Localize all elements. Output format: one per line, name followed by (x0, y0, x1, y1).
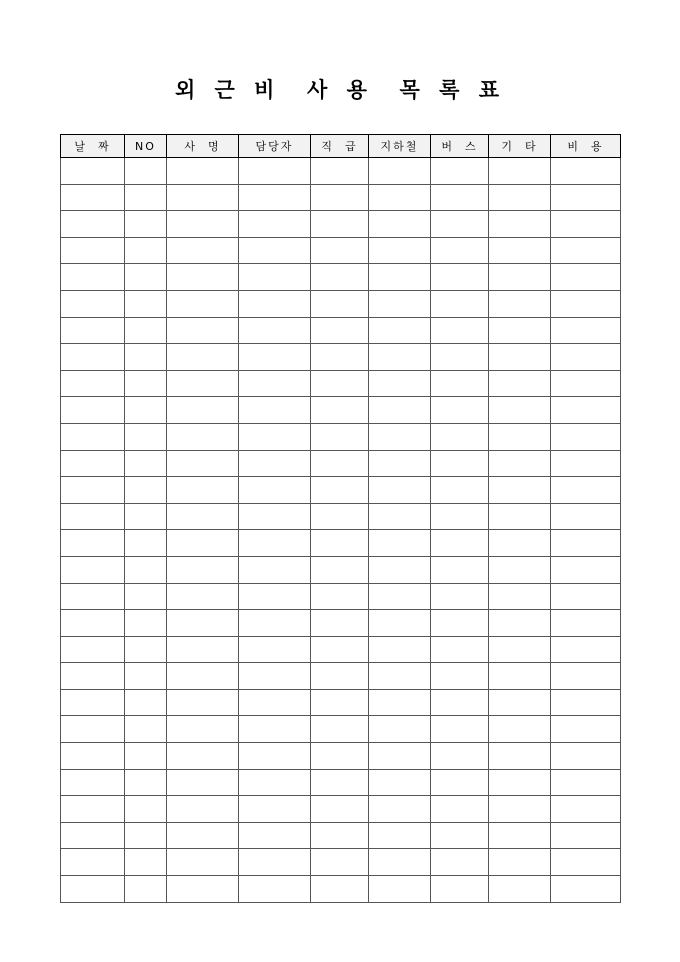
table-cell[interactable] (61, 503, 125, 530)
table-cell[interactable] (61, 743, 125, 770)
table-cell[interactable] (431, 211, 489, 238)
table-row (61, 743, 621, 770)
table-cell[interactable] (369, 158, 431, 185)
table-row (61, 796, 621, 823)
table-cell[interactable] (551, 663, 621, 690)
table-cell[interactable] (125, 796, 167, 823)
expense-table (60, 134, 621, 903)
table-cell[interactable] (311, 450, 369, 477)
table-cell[interactable] (167, 423, 239, 450)
table-cell[interactable] (167, 450, 239, 477)
table-cell[interactable] (311, 822, 369, 849)
table-cell[interactable] (311, 397, 369, 424)
table-cell[interactable] (551, 530, 621, 557)
table-cell[interactable] (489, 769, 551, 796)
table-cell[interactable] (369, 743, 431, 770)
column-header-bus: 버 스 (431, 135, 489, 158)
table-cell[interactable] (61, 689, 125, 716)
table-row (61, 184, 621, 211)
table-cell[interactable] (369, 556, 431, 583)
table-cell[interactable] (311, 689, 369, 716)
table-cell[interactable] (369, 716, 431, 743)
table-cell[interactable] (311, 583, 369, 610)
table-row (61, 610, 621, 637)
table-cell[interactable] (369, 583, 431, 610)
table-cell[interactable] (311, 716, 369, 743)
table-cell[interactable] (551, 636, 621, 663)
table-cell[interactable] (125, 849, 167, 876)
table-row (61, 663, 621, 690)
table-cell[interactable] (311, 769, 369, 796)
table-cell[interactable] (125, 583, 167, 610)
column-header-subway: 지하철 (369, 135, 431, 158)
table-cell[interactable] (489, 849, 551, 876)
table-cell[interactable] (369, 503, 431, 530)
table-cell[interactable] (551, 290, 621, 317)
table-cell[interactable] (239, 689, 311, 716)
table-cell[interactable] (239, 530, 311, 557)
table-cell[interactable] (551, 317, 621, 344)
table-cell[interactable] (61, 477, 125, 504)
column-header-date: 날 짜 (61, 135, 125, 158)
column-header-no: NO (125, 135, 167, 158)
table-cell[interactable] (431, 450, 489, 477)
table-cell[interactable] (551, 477, 621, 504)
table-cell[interactable] (489, 184, 551, 211)
table-cell[interactable] (61, 822, 125, 849)
table-cell[interactable] (239, 211, 311, 238)
table-cell[interactable] (551, 556, 621, 583)
table-cell[interactable] (125, 503, 167, 530)
table-cell[interactable] (551, 876, 621, 903)
table-cell[interactable] (167, 290, 239, 317)
table-cell[interactable] (431, 158, 489, 185)
table-cell[interactable] (167, 530, 239, 557)
table-cell[interactable] (239, 397, 311, 424)
table-cell[interactable] (125, 211, 167, 238)
table-cell[interactable] (61, 211, 125, 238)
table-cell[interactable] (167, 370, 239, 397)
table-cell[interactable] (369, 423, 431, 450)
table-cell[interactable] (431, 503, 489, 530)
table-cell[interactable] (125, 530, 167, 557)
table-cell[interactable] (167, 556, 239, 583)
table-cell[interactable] (369, 769, 431, 796)
table-cell[interactable] (239, 556, 311, 583)
table-cell[interactable] (431, 317, 489, 344)
table-cell[interactable] (61, 370, 125, 397)
table-cell[interactable] (489, 370, 551, 397)
table-cell[interactable] (551, 716, 621, 743)
table-cell[interactable] (239, 716, 311, 743)
table-cell[interactable] (431, 876, 489, 903)
table-cell[interactable] (431, 769, 489, 796)
table-cell[interactable] (125, 716, 167, 743)
table-cell[interactable] (311, 237, 369, 264)
table-cell[interactable] (167, 689, 239, 716)
table-cell[interactable] (431, 636, 489, 663)
table-cell[interactable] (125, 290, 167, 317)
table-cell[interactable] (167, 211, 239, 238)
table-header-row (61, 135, 621, 158)
table-cell[interactable] (239, 876, 311, 903)
table-cell[interactable] (167, 503, 239, 530)
table-cell[interactable] (311, 158, 369, 185)
table-cell[interactable] (167, 397, 239, 424)
table-row (61, 450, 621, 477)
table-cell[interactable] (125, 184, 167, 211)
table-cell[interactable] (431, 530, 489, 557)
table-cell[interactable] (239, 822, 311, 849)
table-row (61, 264, 621, 291)
table-cell[interactable] (125, 264, 167, 291)
table-cell[interactable] (551, 237, 621, 264)
table-cell[interactable] (239, 477, 311, 504)
table-cell[interactable] (489, 663, 551, 690)
table-cell[interactable] (311, 556, 369, 583)
table-cell[interactable] (61, 317, 125, 344)
table-cell[interactable] (239, 184, 311, 211)
table-body (61, 158, 621, 903)
table-cell[interactable] (551, 583, 621, 610)
table-cell[interactable] (311, 370, 369, 397)
table-cell[interactable] (167, 743, 239, 770)
table-cell[interactable] (61, 769, 125, 796)
table-row (61, 849, 621, 876)
table-cell[interactable] (167, 317, 239, 344)
table-row (61, 423, 621, 450)
table-cell[interactable] (431, 716, 489, 743)
table-cell[interactable] (125, 689, 167, 716)
table-cell[interactable] (431, 556, 489, 583)
table-row (61, 822, 621, 849)
table-cell[interactable] (551, 211, 621, 238)
table-cell[interactable] (311, 184, 369, 211)
table-cell[interactable] (61, 290, 125, 317)
table-cell[interactable] (431, 610, 489, 637)
table-cell[interactable] (167, 822, 239, 849)
table-cell[interactable] (61, 663, 125, 690)
table-cell[interactable] (125, 370, 167, 397)
table-cell[interactable] (125, 397, 167, 424)
table-cell[interactable] (61, 610, 125, 637)
table-row (61, 317, 621, 344)
table-cell[interactable] (61, 264, 125, 291)
column-header-cost: 비 용 (551, 135, 621, 158)
table-cell[interactable] (61, 849, 125, 876)
table-cell[interactable] (61, 530, 125, 557)
table-cell[interactable] (551, 450, 621, 477)
table-cell[interactable] (239, 769, 311, 796)
column-header-manager: 담당자 (239, 135, 311, 158)
table-cell[interactable] (125, 610, 167, 637)
table-cell[interactable] (311, 423, 369, 450)
table-cell[interactable] (551, 264, 621, 291)
table-row (61, 370, 621, 397)
table-cell[interactable] (311, 344, 369, 371)
table-row (61, 716, 621, 743)
table-cell[interactable] (61, 556, 125, 583)
table-cell[interactable] (369, 397, 431, 424)
table-cell[interactable] (125, 237, 167, 264)
table-cell[interactable] (125, 743, 167, 770)
table-cell[interactable] (551, 610, 621, 637)
table-cell[interactable] (239, 583, 311, 610)
table-cell[interactable] (431, 370, 489, 397)
table-cell[interactable] (551, 849, 621, 876)
table-cell[interactable] (125, 158, 167, 185)
table-cell[interactable] (167, 876, 239, 903)
table-row (61, 397, 621, 424)
table-cell[interactable] (369, 290, 431, 317)
table-cell[interactable] (369, 796, 431, 823)
table-cell[interactable] (369, 184, 431, 211)
table-cell[interactable] (489, 530, 551, 557)
table-cell[interactable] (167, 636, 239, 663)
table-cell[interactable] (431, 397, 489, 424)
column-header-company: 사 명 (167, 135, 239, 158)
table-cell[interactable] (167, 849, 239, 876)
table-cell[interactable] (167, 344, 239, 371)
table-cell[interactable] (431, 689, 489, 716)
table-cell[interactable] (369, 636, 431, 663)
table-cell[interactable] (431, 796, 489, 823)
table-cell[interactable] (369, 822, 431, 849)
table-cell[interactable] (239, 663, 311, 690)
table-cell[interactable] (431, 663, 489, 690)
table-cell[interactable] (61, 716, 125, 743)
table-cell[interactable] (239, 370, 311, 397)
table-cell[interactable] (489, 397, 551, 424)
table-cell[interactable] (125, 556, 167, 583)
table-row (61, 344, 621, 371)
table-cell[interactable] (551, 158, 621, 185)
table-cell[interactable] (239, 158, 311, 185)
table-cell[interactable] (369, 530, 431, 557)
table-cell[interactable] (61, 237, 125, 264)
table-cell[interactable] (239, 290, 311, 317)
table-cell[interactable] (125, 317, 167, 344)
table-cell[interactable] (311, 211, 369, 238)
table-cell[interactable] (311, 317, 369, 344)
table-cell[interactable] (431, 184, 489, 211)
table-cell[interactable] (551, 689, 621, 716)
table-cell[interactable] (167, 716, 239, 743)
table-cell[interactable] (239, 610, 311, 637)
table-cell[interactable] (369, 477, 431, 504)
table-cell[interactable] (167, 184, 239, 211)
table-cell[interactable] (489, 822, 551, 849)
table-cell[interactable] (369, 264, 431, 291)
table-cell[interactable] (431, 264, 489, 291)
table-cell[interactable] (431, 237, 489, 264)
table-cell[interactable] (239, 743, 311, 770)
table-cell[interactable] (431, 477, 489, 504)
table-cell[interactable] (311, 636, 369, 663)
table-cell[interactable] (239, 423, 311, 450)
table-cell[interactable] (369, 317, 431, 344)
table-row (61, 556, 621, 583)
table-cell[interactable] (167, 769, 239, 796)
table-cell[interactable] (489, 264, 551, 291)
table-cell[interactable] (551, 397, 621, 424)
table-cell[interactable] (551, 796, 621, 823)
table-cell[interactable] (489, 610, 551, 637)
table-cell[interactable] (369, 663, 431, 690)
expense-table-container (60, 134, 620, 903)
table-cell[interactable] (125, 663, 167, 690)
table-cell[interactable] (311, 477, 369, 504)
table-cell[interactable] (61, 344, 125, 371)
table-cell[interactable] (489, 237, 551, 264)
table-cell[interactable] (489, 158, 551, 185)
table-cell[interactable] (311, 610, 369, 637)
table-cell[interactable] (551, 344, 621, 371)
table-cell[interactable] (431, 423, 489, 450)
table-cell[interactable] (431, 344, 489, 371)
table-cell[interactable] (489, 556, 551, 583)
table-row (61, 530, 621, 557)
table-cell[interactable] (125, 822, 167, 849)
table-cell[interactable] (369, 876, 431, 903)
table-cell[interactable] (311, 743, 369, 770)
table-header (61, 135, 621, 158)
table-cell[interactable] (369, 849, 431, 876)
table-cell[interactable] (239, 317, 311, 344)
table-cell[interactable] (61, 636, 125, 663)
table-cell[interactable] (489, 211, 551, 238)
table-cell[interactable] (239, 344, 311, 371)
table-cell[interactable] (489, 290, 551, 317)
table-cell[interactable] (239, 264, 311, 291)
table-cell[interactable] (369, 370, 431, 397)
table-row (61, 689, 621, 716)
page-title: 외 근 비 사 용 목 록 표 (174, 78, 506, 102)
table-cell[interactable] (125, 344, 167, 371)
table-cell[interactable] (61, 423, 125, 450)
table-cell[interactable] (369, 344, 431, 371)
table-cell[interactable] (489, 716, 551, 743)
table-cell[interactable] (61, 796, 125, 823)
table-cell[interactable] (311, 530, 369, 557)
table-row (61, 290, 621, 317)
table-row (61, 876, 621, 903)
table-row (61, 636, 621, 663)
table-row (61, 211, 621, 238)
table-cell[interactable] (551, 769, 621, 796)
table-cell[interactable] (489, 689, 551, 716)
table-cell[interactable] (125, 423, 167, 450)
table-cell[interactable] (431, 822, 489, 849)
table-cell[interactable] (489, 796, 551, 823)
table-cell[interactable] (431, 290, 489, 317)
table-cell[interactable] (167, 158, 239, 185)
table-cell[interactable] (551, 370, 621, 397)
table-cell[interactable] (311, 876, 369, 903)
table-cell[interactable] (369, 689, 431, 716)
table-cell[interactable] (125, 450, 167, 477)
table-cell[interactable] (489, 503, 551, 530)
table-cell[interactable] (311, 796, 369, 823)
table-cell[interactable] (167, 663, 239, 690)
table-cell[interactable] (239, 796, 311, 823)
table-cell[interactable] (551, 184, 621, 211)
table-row (61, 158, 621, 185)
table-cell[interactable] (489, 876, 551, 903)
table-row (61, 237, 621, 264)
table-cell[interactable] (489, 636, 551, 663)
column-header-etc: 기 타 (489, 135, 551, 158)
table-cell[interactable] (489, 317, 551, 344)
table-cell[interactable] (239, 237, 311, 264)
table-cell[interactable] (489, 423, 551, 450)
table-cell[interactable] (125, 876, 167, 903)
table-cell[interactable] (311, 290, 369, 317)
table-cell[interactable] (431, 849, 489, 876)
table-cell[interactable] (167, 264, 239, 291)
table-cell[interactable] (167, 237, 239, 264)
table-cell[interactable] (311, 663, 369, 690)
table-cell[interactable] (311, 264, 369, 291)
column-header-rank: 직 급 (311, 135, 369, 158)
table-cell[interactable] (61, 583, 125, 610)
table-cell[interactable] (167, 477, 239, 504)
table-cell[interactable] (369, 237, 431, 264)
table-cell[interactable] (311, 503, 369, 530)
table-cell[interactable] (369, 450, 431, 477)
table-cell[interactable] (125, 769, 167, 796)
table-cell[interactable] (551, 743, 621, 770)
table-cell[interactable] (239, 503, 311, 530)
table-cell[interactable] (125, 477, 167, 504)
table-cell[interactable] (489, 583, 551, 610)
table-cell[interactable] (239, 450, 311, 477)
table-cell[interactable] (311, 849, 369, 876)
table-row (61, 583, 621, 610)
table-cell[interactable] (61, 450, 125, 477)
table-cell[interactable] (239, 636, 311, 663)
table-cell[interactable] (369, 211, 431, 238)
table-row (61, 477, 621, 504)
table-cell[interactable] (431, 583, 489, 610)
table-cell[interactable] (489, 450, 551, 477)
table-cell[interactable] (61, 876, 125, 903)
table-cell[interactable] (489, 743, 551, 770)
table-cell[interactable] (167, 610, 239, 637)
table-cell[interactable] (551, 423, 621, 450)
table-cell[interactable] (369, 610, 431, 637)
table-cell[interactable] (551, 822, 621, 849)
table-cell[interactable] (61, 397, 125, 424)
table-cell[interactable] (167, 796, 239, 823)
table-row (61, 769, 621, 796)
table-row (61, 503, 621, 530)
table-cell[interactable] (489, 477, 551, 504)
table-cell[interactable] (61, 184, 125, 211)
table-cell[interactable] (125, 636, 167, 663)
table-cell[interactable] (431, 743, 489, 770)
table-cell[interactable] (239, 849, 311, 876)
table-cell[interactable] (489, 344, 551, 371)
table-cell[interactable] (551, 503, 621, 530)
table-cell[interactable] (167, 583, 239, 610)
table-cell[interactable] (61, 158, 125, 185)
